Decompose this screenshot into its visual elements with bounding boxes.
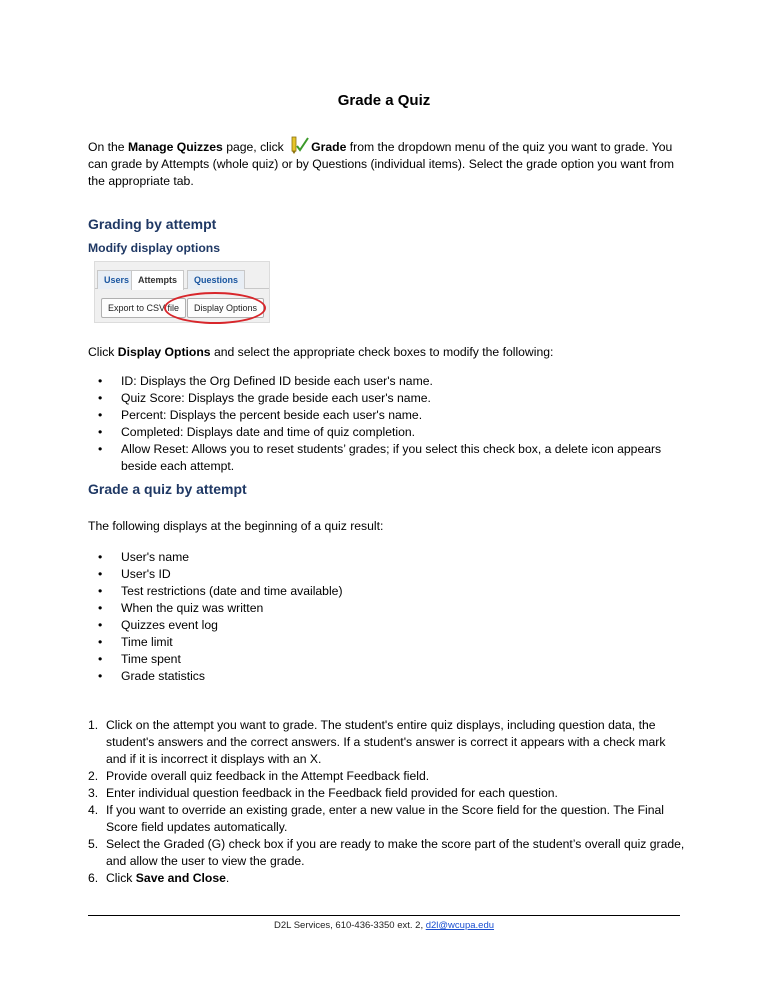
- step-text: Click: [106, 871, 136, 885]
- step-item: 6. Click Save and Close.: [88, 871, 230, 885]
- step-item: 2. Provide overall quiz feedback in the Attempt Feedback field.: [88, 769, 430, 783]
- sub-heading-modify-display-options: Modify display options: [88, 241, 221, 255]
- list-item: • Completed: Displays date and time of quiz completion.: [88, 424, 678, 441]
- list-item: • Time limit: [88, 634, 678, 651]
- footer-text: D2L Services, 610-436-3350 ext. 2,: [273, 920, 426, 931]
- intro-text-3: from the dropdown menu of the quiz you want to grade. You can grade by Attempts (whole quiz) or by Questions (individual items). Select the grade option you want from the appropriate tab.: [88, 140, 674, 188]
- list-item: • Allow Reset: Allows you to reset students’ grades; if you select this check box, a delete icon appears beside each attempt.: [88, 441, 678, 475]
- step-text: .: [225, 871, 230, 885]
- display-options-screenshot: [94, 261, 270, 323]
- list-item: • Time spent: [88, 651, 678, 668]
- intro-paragraph: [88, 136, 678, 190]
- display-options-instruction: [88, 344, 688, 361]
- footer-divider: [88, 915, 680, 916]
- step-text: Click on the attempt you want to grade. The student's entire quiz displays, including question data, the student's answers and the correct answers. If a student's answer is correct it appears with a check mark and if it is incorrect it displays with an X.: [106, 718, 666, 766]
- grade-pencil-check-icon: [289, 136, 309, 154]
- footer-email-link[interactable]: d2l@wcupa.edu: [425, 920, 495, 931]
- step-item: 1. Click on the attempt you want to grade. The student's entire quiz displays, including question data, the student's answers and the correct answers. If a student's answer is correct it appears with a check mark and if it is incorrect it displays with an X.: [88, 718, 666, 766]
- list-item: • Grade statistics: [88, 668, 678, 685]
- highlight-circle: [164, 292, 266, 324]
- step-bold-save-and-close: Save and Close: [135, 871, 226, 885]
- section-heading-grading-by-attempt: Grading by attempt: [88, 216, 217, 232]
- list-item: • When the quiz was written: [88, 600, 678, 617]
- step-item: 3. Enter individual question feedback in the Feedback field provided for each question.: [88, 786, 558, 800]
- intro-text-1: On the: [88, 140, 128, 154]
- page-footer: [0, 920, 768, 931]
- click-bold-display-options: Display Options: [117, 345, 211, 359]
- display-options-list: [88, 373, 678, 475]
- section-heading-grade-quiz-by-attempt: Grade a quiz by attempt: [88, 481, 247, 497]
- list-item: • User's ID: [88, 566, 678, 583]
- list-item: • Quiz Score: Displays the grade beside each user's name.: [88, 390, 678, 407]
- list-item: • User's name: [88, 549, 678, 566]
- tab-questions: Questions: [187, 270, 245, 289]
- display-options-button: Display Options: [187, 298, 264, 318]
- intro-text-2: page, click: [222, 140, 288, 154]
- quiz-result-lead: The following displays at the beginning of a quiz result:: [88, 519, 384, 533]
- click-text-2: and select the appropriate check boxes to modify the following:: [210, 345, 554, 359]
- list-item: • Test restrictions (date and time available): [88, 583, 678, 600]
- quiz-result-list: [88, 549, 678, 685]
- tab-users: Users: [97, 270, 136, 289]
- step-item: 5. Select the Graded (G) check box if you are ready to make the score part of the student’s overall quiz grade, and allow the user to view the grade.: [88, 837, 685, 868]
- list-item: • Percent: Displays the percent beside each user's name.: [88, 407, 678, 424]
- screenshot-tab-bar: [95, 266, 269, 289]
- step-text: Select the Graded (G) check box if you are ready to make the score part of the student’s overall quiz grade, and allow the user to view the grade.: [106, 837, 685, 868]
- list-item: • ID: Displays the Org Defined ID beside each user's name.: [88, 373, 678, 390]
- export-to-csv-button: Export to CSV file: [101, 298, 186, 318]
- grading-steps-list: [88, 717, 688, 887]
- intro-bold-manage-quizzes: Manage Quizzes: [127, 140, 223, 154]
- step-text: Enter individual question feedback in the Feedback field provided for each question.: [106, 786, 558, 800]
- click-text-1: Click: [88, 345, 118, 359]
- tab-attempts: Attempts: [131, 270, 184, 290]
- step-text: If you want to override an existing grade, enter a new value in the Score field for the question. The Final Score field updates automatically.: [106, 803, 665, 834]
- page-title: Grade a Quiz: [337, 92, 431, 109]
- list-item: • Quizzes event log: [88, 617, 678, 634]
- intro-bold-grade: Grade: [311, 140, 347, 154]
- step-text: Provide overall quiz feedback in the Attempt Feedback field.: [106, 769, 430, 783]
- step-item: 4. If you want to override an existing grade, enter a new value in the Score field for the question. The Final Score field updates automatically.: [88, 803, 665, 834]
